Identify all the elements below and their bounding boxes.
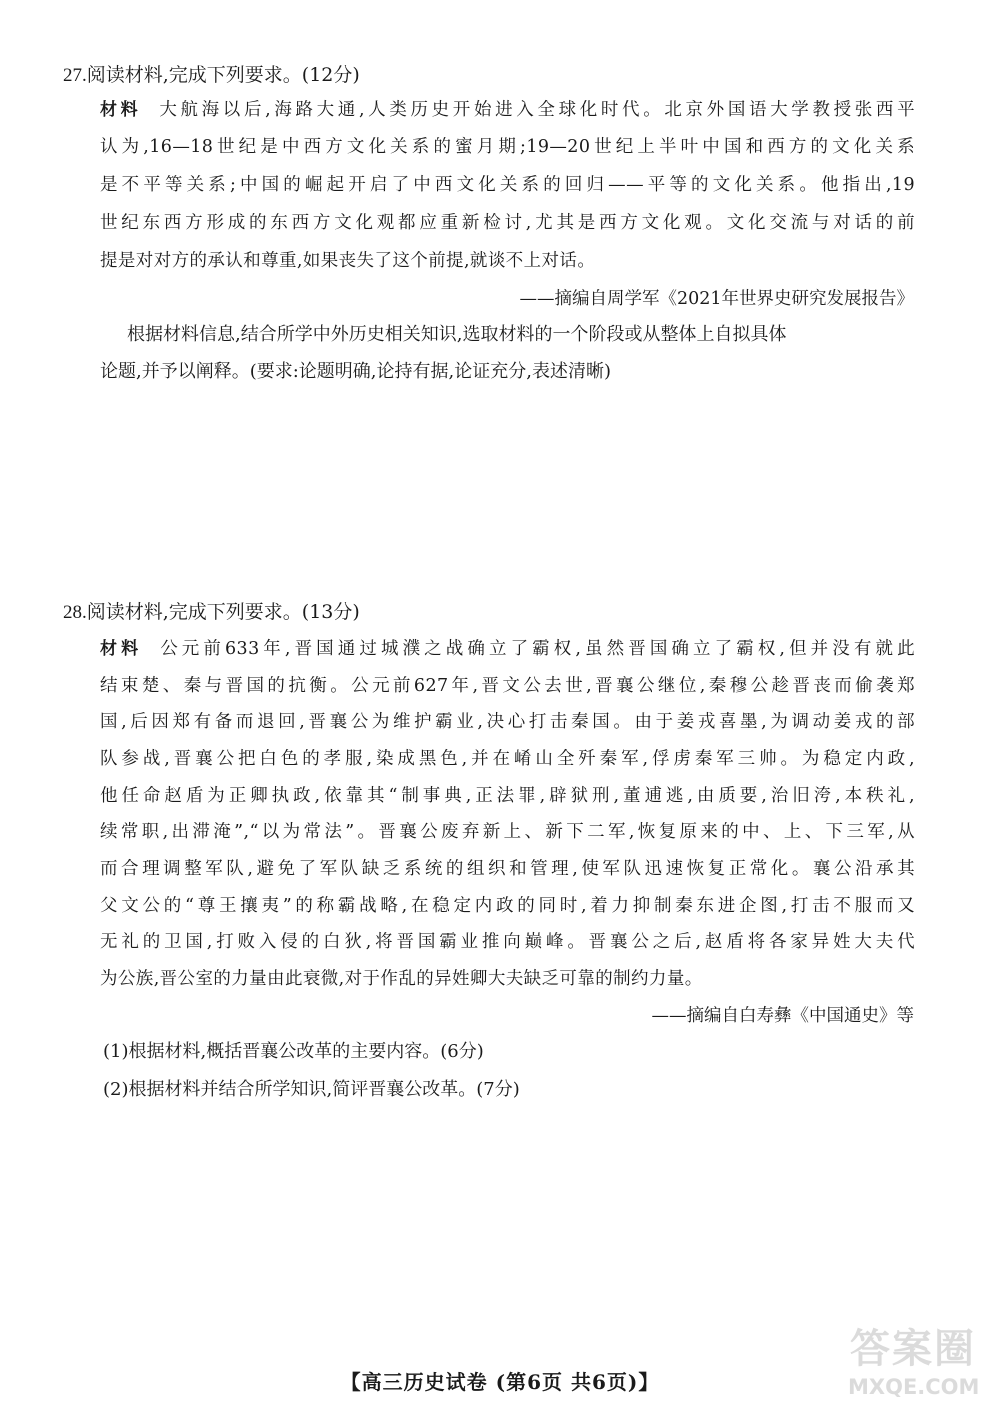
q27-requirement-line-1: 根据材料信息,结合所学中外历史相关知识,选取材料的一个阶段或从整体上自拟具体 (127, 324, 787, 345)
q28-material-line-9: 无礼的卫国,打败入侵的白狄,将晋国霸业推向巅峰。晋襄公之后,赵盾将各家异姓大夫代 (100, 932, 915, 952)
q27-material-line-3: 是不平等关系;中国的崛起开启了中西文化关系的回归——平等的文化关系。他指出,19 (100, 175, 915, 195)
q27-material-line-1: 材料 大航海以后,海路大通,人类历史开始进入全球化时代。北京外国语大学教授张西平 (100, 100, 915, 120)
q28-material-line-3: 国,后因郑有备而退回,晋襄公为维护霸业,决心打击秦国。由于姜戎喜墨,为调动姜戎的部 (100, 712, 915, 732)
q27-material-line-4: 世纪东西方形成的东西方文化观都应重新检讨,尤其是西方文化观。文化交流与对话的前 (100, 213, 915, 233)
q28-material-line-6: 续常职,出滞淹”,“以为常法”。晋襄公废弃新上、新下二军,恢复原来的中、上、下三军,从 (100, 822, 915, 842)
watermark-logo-text: 答案圈 (850, 1326, 976, 1372)
q28-sub-question-2: (2)根据材料并结合所学知识,简评晋襄公改革。(7分) (103, 1079, 520, 1100)
q28-material-line-2: 结束楚、秦与晋国的抗衡。公元前627年,晋文公去世,晋襄公继位,秦穆公趁晋丧而偷袭郑 (100, 676, 915, 696)
q28-material-line-1: 材料 公元前633年,晋国通过城濮之战确立了霸权,虽然晋国确立了霸权,但并没有就此 (100, 639, 915, 659)
q28-material-line-5: 他任命赵盾为正卿执政,依靠其“制事典,正法罪,辟狱刑,董逋逃,由质要,治旧洿,本秩礼, (100, 786, 915, 806)
q28-material-line-4: 队参战,晋襄公把白色的孝服,染成黑色,并在崤山全歼秦军,俘虏秦军三帅。为稳定内政, (100, 749, 915, 769)
q27-title: 阅读材料,完成下列要求。(12分) (86, 64, 360, 86)
q27-material-label: 材料 (100, 100, 142, 120)
q27-number: 27. (63, 65, 87, 86)
q27-requirement-line-2: 论题,并予以阐释。(要求:论题明确,论持有据,论证充分,表述清晰) (100, 361, 611, 382)
q28-material-line-10: 为公族,晋公室的力量由此衰微,对于作乱的异姓卿大夫缺乏可靠的制约力量。 (100, 969, 703, 989)
q27-material-line-5: 提是对对方的承认和尊重,如果丧失了这个前提,就谈不上对话。 (100, 251, 596, 271)
page-footer: 【高三历史试卷 (第6页 共6页)】 (340, 1370, 660, 1394)
q28-title: 阅读材料,完成下列要求。(13分) (86, 601, 360, 623)
q28-source: ——摘编自白寿彝《中国通史》等 (651, 1006, 914, 1026)
q28-material-label: 材料 (100, 639, 143, 659)
q27-heading (63, 63, 360, 88)
q28-sub-question-1: (1)根据材料,概括晋襄公改革的主要内容。(6分) (103, 1041, 484, 1062)
watermark-url: MXQE.COM (848, 1375, 980, 1399)
q28-number: 28. (63, 602, 87, 623)
q28-material-line-7: 而合理调整军队,避免了军队缺乏系统的组织和管理,使军队迅速恢复正常化。襄公沿承其 (100, 859, 915, 879)
q27-source: ——摘编自周学军《2021年世界史研究发展报告》 (519, 289, 914, 309)
q27-material-line-2: 认为,16—18世纪是中西方文化关系的蜜月期;19—20世纪上半叶中国和西方的文化关系 (100, 137, 915, 157)
watermark-logo (848, 1325, 978, 1413)
q28-heading (63, 600, 360, 625)
q28-material-line-8: 父文公的“尊王攘夷”的称霸战略,在稳定内政的同时,着力抑制秦东进企图,打击不服而又 (100, 896, 915, 916)
